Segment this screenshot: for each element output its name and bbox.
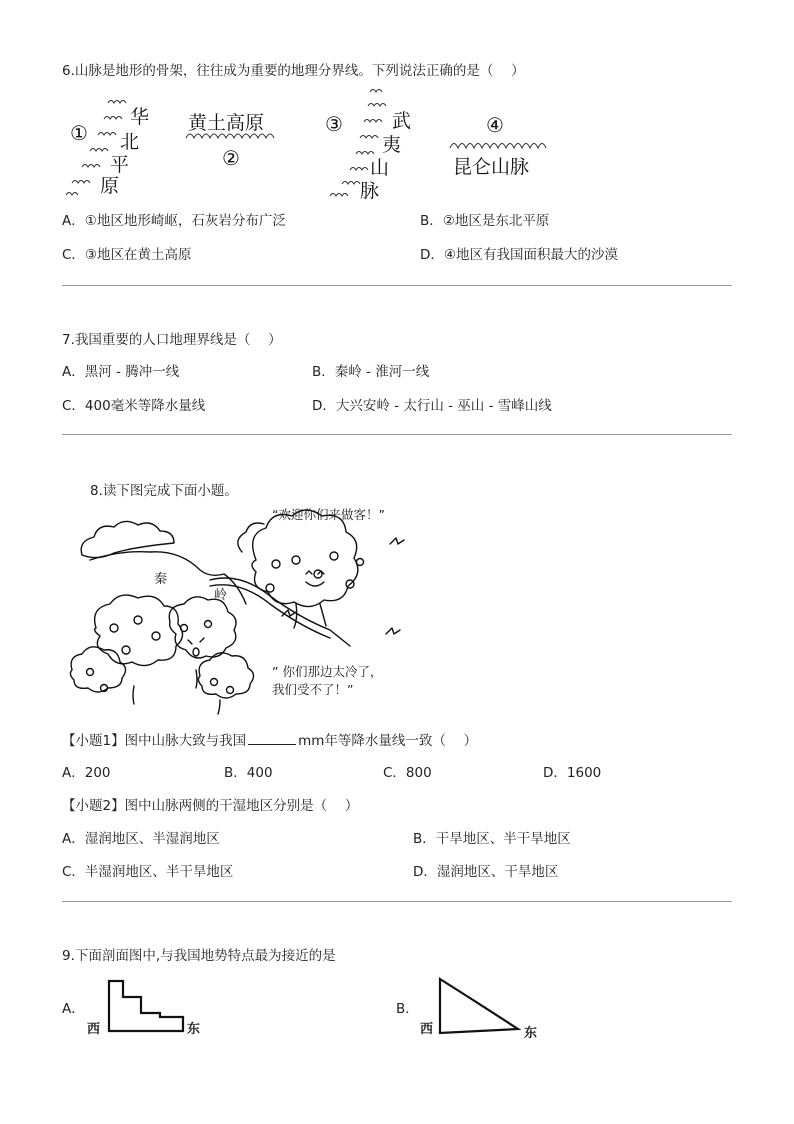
- sad-tree-crown-2: [169, 597, 236, 658]
- q6-fig-m1-char-4: 原: [100, 175, 120, 197]
- q6-fig-m3-char-4: 脉: [360, 180, 380, 202]
- divider: [62, 434, 732, 435]
- q8-sub2-option-d[interactable]: D．湿润地区、干旱地区: [413, 864, 559, 880]
- q6-fig-m1-char-2: 北: [120, 131, 140, 153]
- q8-sub2-option-b[interactable]: B．干旱地区、半干旱地区: [413, 831, 571, 847]
- divider: [62, 901, 732, 902]
- q6-fig-num-3: ③: [325, 112, 343, 136]
- q6-option-b[interactable]: B．②地区是东北平原: [420, 213, 550, 229]
- profile-staircase-diagram[interactable]: [108, 979, 184, 1033]
- q8-stem: 8.读下图完成下面小题。: [90, 483, 238, 499]
- q8-sub1-option-c[interactable]: C．800: [383, 765, 432, 781]
- q8-label-ling: 岭: [214, 588, 228, 603]
- q6-fig-m3-char-3: 山: [370, 157, 390, 179]
- q8-sub1-stem-pre: 【小题1】图中山脉大致与我国: [62, 733, 247, 749]
- q7-option-c[interactable]: C．400毫米等降水量线: [62, 398, 206, 414]
- sad-tree-crown-3: [70, 647, 125, 692]
- q6-option-d[interactable]: D．④地区有我国面积最大的沙漠: [420, 247, 618, 263]
- q6-fig-m3-char-2: 夷: [382, 134, 402, 156]
- mountain-ridge-2-icon: [184, 126, 276, 140]
- q9-b-east-label: 东: [524, 1026, 538, 1041]
- q9-b-west-label: 西: [420, 1022, 434, 1037]
- q6-stem: 6.山脉是地形的骨架，往往成为重要的地理分界线。下列说法正确的是（ ）: [62, 63, 525, 79]
- q6-fig-num-2: ②: [222, 146, 240, 170]
- q7-stem: 7.我国重要的人口地理界线是（ ）: [62, 332, 282, 348]
- q8-sub1-option-a[interactable]: A．200: [62, 765, 111, 781]
- q9-option-a-label[interactable]: A．: [62, 1001, 85, 1017]
- q8-sub2-stem: 【小题2】图中山脉两侧的干湿地区分别是（ ）: [62, 798, 359, 814]
- mountain-ridge-4-icon: [448, 134, 548, 150]
- q6-fig-m2-label: 黄土高原: [188, 112, 265, 134]
- q6-option-a[interactable]: A．①地区地形崎岖，石灰岩分布广泛: [62, 213, 286, 229]
- q9-a-east-label: 东: [187, 1022, 201, 1037]
- q7-option-b[interactable]: B．秦岭 - 淮河一线: [312, 364, 430, 380]
- q8-sub1-stem-post: mm年等降水量线一致（ ）: [298, 733, 478, 749]
- q7-option-d[interactable]: D．大兴安岭 - 太行山 - 巫山 - 雪峰山线: [312, 398, 552, 414]
- q8-sub1-stem: [62, 729, 477, 749]
- q6-fig-m4-label: 昆仑山脉: [453, 156, 530, 178]
- answer-blank[interactable]: [248, 733, 296, 745]
- q7-option-a[interactable]: A．黑河 - 腾冲一线: [62, 364, 180, 380]
- q8-sub2-option-a[interactable]: A．湿润地区、半湿润地区: [62, 831, 220, 847]
- qinling-cartoon-illustration: [60, 500, 420, 720]
- sad-tree-crown-4: [198, 653, 253, 698]
- q6-fig-num-1: ①: [70, 121, 88, 145]
- q8-speech-bottom-2: 我们受不了！”: [272, 682, 354, 697]
- q6-fig-num-4: ④: [486, 113, 504, 137]
- q6-fig-m1-char-1: 华: [130, 106, 150, 128]
- bird-icon: [390, 538, 404, 544]
- sad-tree-crown-1: [95, 595, 183, 665]
- bird-icon: [386, 628, 400, 634]
- q9-stem: 9.下面剖面图中,与我国地势特点最为接近的是: [62, 948, 336, 964]
- q8-sub1-option-d[interactable]: D．1600: [543, 765, 602, 781]
- q8-sub1-option-b[interactable]: B．400: [224, 765, 273, 781]
- mountain-ridge-line: [210, 578, 350, 646]
- q9-a-west-label: 西: [87, 1022, 101, 1037]
- q8-label-qin: 秦: [154, 572, 168, 587]
- q6-fig-m1-char-3: 平: [110, 154, 130, 176]
- q8-speech-bottom-1: ” 你们那边太冷了，: [272, 664, 383, 679]
- q8-sub2-option-c[interactable]: C．半湿润地区、半干旱地区: [62, 864, 234, 880]
- profile-slope-diagram[interactable]: [438, 977, 520, 1035]
- divider: [62, 285, 732, 286]
- q8-speech-top: “欢迎你们来做客！”: [272, 507, 385, 522]
- q6-option-c[interactable]: C．③地区在黄土高原: [62, 247, 192, 263]
- bird-icon: [282, 610, 296, 616]
- q6-fig-m3-char-1: 武: [392, 110, 412, 132]
- q9-option-b-label[interactable]: B．: [396, 1001, 419, 1017]
